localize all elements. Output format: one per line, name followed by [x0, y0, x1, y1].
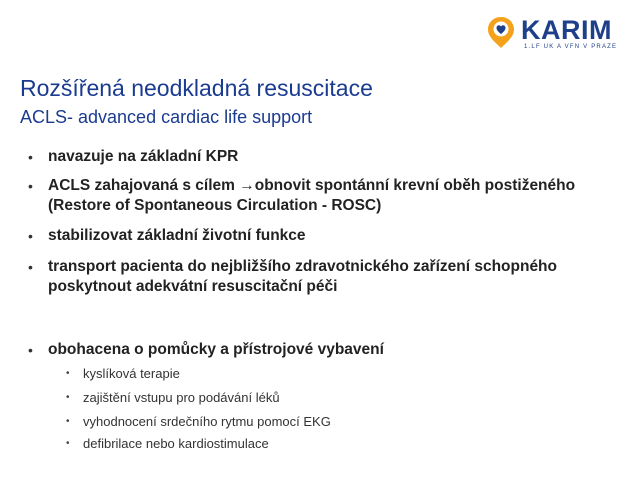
slide-subtitle: ACLS- advanced cardiac life support — [20, 107, 313, 127]
bullet-marker: • — [28, 178, 33, 194]
sub-bullet-item: kyslíková terapie — [83, 366, 180, 381]
bullet-item: ACLS zahajovaná s cílem →obnovit spontánní krevní oběh postiženého (Restore of Spontaneous Circulation - ROSC) — [48, 177, 576, 214]
bullet-marker: • — [28, 228, 33, 244]
karim-logo — [484, 15, 618, 51]
location-heart-icon — [484, 15, 518, 49]
logo-tagline: 1.LF UK A VFN V PRAZE — [524, 44, 618, 50]
bullet-marker: • — [28, 342, 33, 358]
sub-bullet-marker: • — [66, 368, 70, 379]
sub-bullet-marker: • — [66, 416, 70, 427]
logo-wordmark: KARIM — [521, 15, 612, 45]
sub-bullet-item: zajištění vstupu pro podávání léků — [83, 390, 280, 405]
sub-bullet-marker: • — [66, 392, 70, 403]
bullet-item: transport pacienta do nejbližšího zdravotnického zařízení schopného poskytnout adekvátní resuscitační péči — [48, 258, 557, 295]
bullet-marker: • — [28, 259, 33, 275]
sub-bullet-item: defibrilace nebo kardiostimulace — [83, 436, 269, 451]
bullet-item: stabilizovat základní životní funkce — [48, 227, 306, 244]
bullet-item: navazuje na základní KPR — [48, 148, 239, 165]
sub-bullet-item: vyhodnocení srdečního rytmu pomocí EKG — [83, 414, 331, 429]
bullet-marker: • — [28, 149, 33, 165]
sub-bullet-marker: • — [66, 438, 70, 449]
slide-title: Rozšířená neodkladná resuscitace — [20, 75, 373, 101]
bullet-item: obohacena o pomůcky a přístrojové vybavení — [48, 341, 384, 358]
